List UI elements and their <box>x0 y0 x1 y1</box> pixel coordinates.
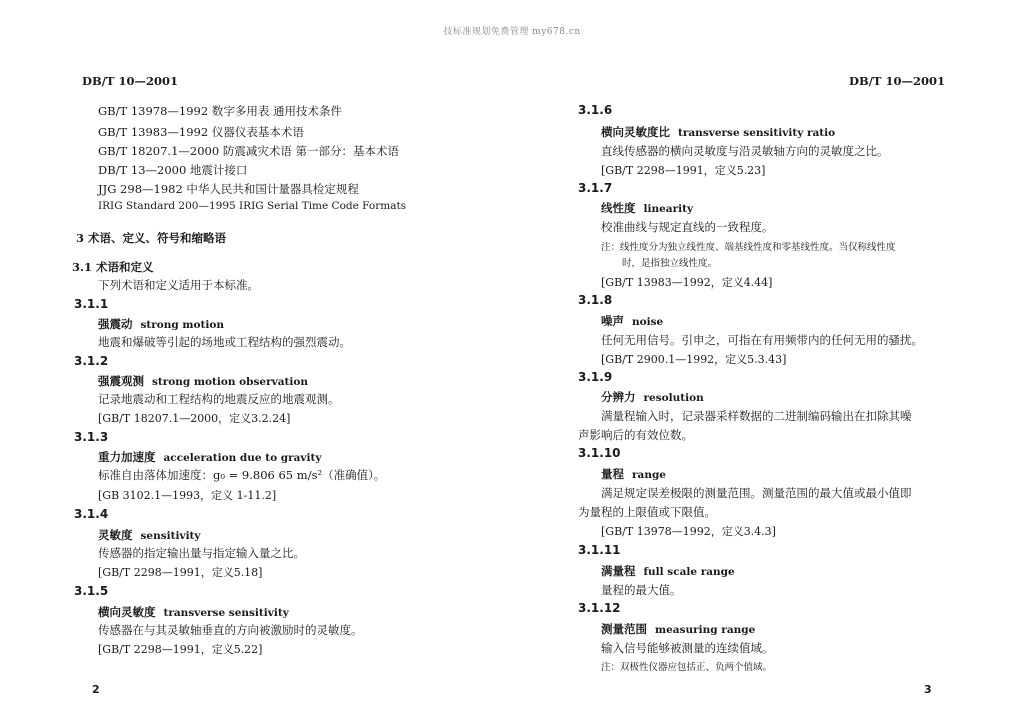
entry-term <box>98 604 289 620</box>
ref-line: GB/T 18207.1—2000 防震减灾术语 第一部分：基本术语 <box>98 144 399 158</box>
paragraph: 下列术语和定义适用于本标准。 <box>98 278 259 292</box>
entry-note: 注：双极性仪器应包括正、负两个值域。 <box>601 662 773 673</box>
entry-number: 3.1.4 <box>74 507 109 521</box>
term-zh: 横向灵敏度比 <box>601 125 670 139</box>
entry-definition: 校准曲线与规定直线的一致程度。 <box>601 220 774 234</box>
entry-definition: 传感器在与其灵敏轴垂直的方向被激励时的灵敏度。 <box>98 623 363 637</box>
entry-term <box>601 563 735 579</box>
term-zh: 灵敏度 <box>98 528 133 542</box>
entry-term <box>98 527 201 543</box>
term-zh: 横向灵敏度 <box>98 605 156 619</box>
entry-term <box>98 449 321 465</box>
header-right: DB/T 10—2001 <box>849 74 945 88</box>
entry-number: 3.1.5 <box>74 584 109 598</box>
entry-number: 3.1.2 <box>74 354 109 368</box>
header-left: DB/T 10—2001 <box>82 74 178 88</box>
entry-note: 时，是指独立线性度。 <box>622 258 718 269</box>
entry-definition: 满足规定误差极限的测量范围。测量范围的最大值或最小值即 <box>601 486 912 500</box>
term-en: resolution <box>643 392 704 404</box>
entry-number: 3.1.12 <box>578 601 621 615</box>
entry-term <box>601 466 666 482</box>
entry-reference: [GB/T 2298—1991，定义5.23] <box>601 164 766 177</box>
entry-definition: 任何无用信号。引申之，可指在有用频带内的任何无用的骚扰。 <box>601 333 923 347</box>
entry-definition: 直线传感器的横向灵敏度与沿灵敏轴方向的灵敏度之比。 <box>601 144 889 158</box>
entry-number: 3.1.1 <box>74 297 109 311</box>
watermark: 技标准规划免费管理 my678.cn <box>443 27 581 37</box>
entry-reference: [GB 3102.1—1993，定义 1-11.2] <box>98 489 277 502</box>
ref-line: DB/T 13—2000 地震计接口 <box>98 163 248 177</box>
term-en: transverse sensitivity <box>163 607 289 619</box>
entry-number: 3.1.11 <box>578 543 621 557</box>
term-en: strong motion <box>140 319 225 331</box>
term-zh: 满量程 <box>601 564 636 578</box>
entry-reference: [GB/T 18207.1—2000，定义3.2.24] <box>98 412 291 425</box>
page-number-right: 3 <box>924 683 932 696</box>
entry-number: 3.1.8 <box>578 293 613 307</box>
entry-term <box>601 124 835 140</box>
term-en: transverse sensitivity ratio <box>678 127 836 139</box>
entry-definition: 量程的最大值。 <box>601 583 682 597</box>
entry-term <box>601 200 693 216</box>
section-heading: 3 术语、定义、符号和缩略语 <box>76 231 227 245</box>
term-en: acceleration due to gravity <box>163 452 322 464</box>
entry-definition: 传感器的指定输出量与指定输入量之比。 <box>98 546 305 560</box>
entry-definition: 地震和爆破等引起的场地或工程结构的强烈震动。 <box>98 335 351 349</box>
entry-number: 3.1.3 <box>74 430 109 444</box>
ref-line: GB/T 13978—1992 数字多用表 通用技术条件 <box>98 104 342 118</box>
subsection-heading: 3.1 术语和定义 <box>72 260 154 274</box>
term-en: measuring range <box>655 624 756 636</box>
entry-reference: [GB/T 2298—1991，定义5.18] <box>98 566 263 579</box>
entry-reference: [GB/T 2900.1—1992，定义5.3.43] <box>601 353 787 366</box>
term-zh: 测量范围 <box>601 622 647 636</box>
entry-reference: [GB/T 2298—1991，定义5.22] <box>98 643 263 656</box>
term-zh: 分辨力 <box>601 390 636 404</box>
term-en: range <box>632 469 666 481</box>
entry-term <box>98 316 224 332</box>
entry-definition: 为量程的上限值或下限值。 <box>578 505 716 519</box>
page-number-left: 2 <box>92 683 100 696</box>
ref-line: IRIG Standard 200—1995 IRIG Serial Time Code Formats <box>98 200 407 212</box>
entry-number: 3.1.7 <box>578 181 613 195</box>
entry-definition: 输入信号能够被测量的连续值域。 <box>601 641 774 655</box>
entry-term <box>601 313 663 329</box>
entry-definition: 满量程输入时，记录器采样数据的二进制编码输出在扣除其噪 <box>601 409 912 423</box>
entry-definition: 声影响后的有效位数。 <box>578 428 693 442</box>
term-en: linearity <box>643 203 694 215</box>
entry-term <box>601 621 755 637</box>
entry-term <box>98 373 308 389</box>
term-zh: 噪声 <box>601 314 624 328</box>
entry-definition: 记录地震动和工程结构的地震反应的地震观测。 <box>98 392 340 406</box>
term-zh: 强震观测 <box>98 374 144 388</box>
entry-reference: [GB/T 13983—1992，定义4.44] <box>601 276 773 289</box>
term-en: sensitivity <box>140 530 201 542</box>
term-en: strong motion observation <box>152 376 309 388</box>
term-zh: 强震动 <box>98 317 133 331</box>
term-en: noise <box>632 316 664 328</box>
entry-term <box>601 389 704 405</box>
entry-number: 3.1.9 <box>578 370 613 384</box>
entry-number: 3.1.10 <box>578 446 621 460</box>
entry-note: 注：线性度分为独立线性度、端基线性度和零基线性度。当仅称线性度 <box>601 242 896 253</box>
entry-definition: 标准自由落体加速度：g₀ = 9.806 65 m/s²（准确值）。 <box>98 468 386 482</box>
term-zh: 量程 <box>601 467 624 481</box>
ref-line: JJG 298—1982 中华人民共和国计量器具检定规程 <box>98 182 359 196</box>
entry-reference: [GB/T 13978—1992，定义3.4.3] <box>601 525 776 538</box>
entry-number: 3.1.6 <box>578 103 613 117</box>
term-zh: 线性度 <box>601 201 636 215</box>
term-zh: 重力加速度 <box>98 450 156 464</box>
ref-line: GB/T 13983—1992 仪器仪表基本术语 <box>98 125 304 139</box>
term-en: full scale range <box>643 566 735 578</box>
